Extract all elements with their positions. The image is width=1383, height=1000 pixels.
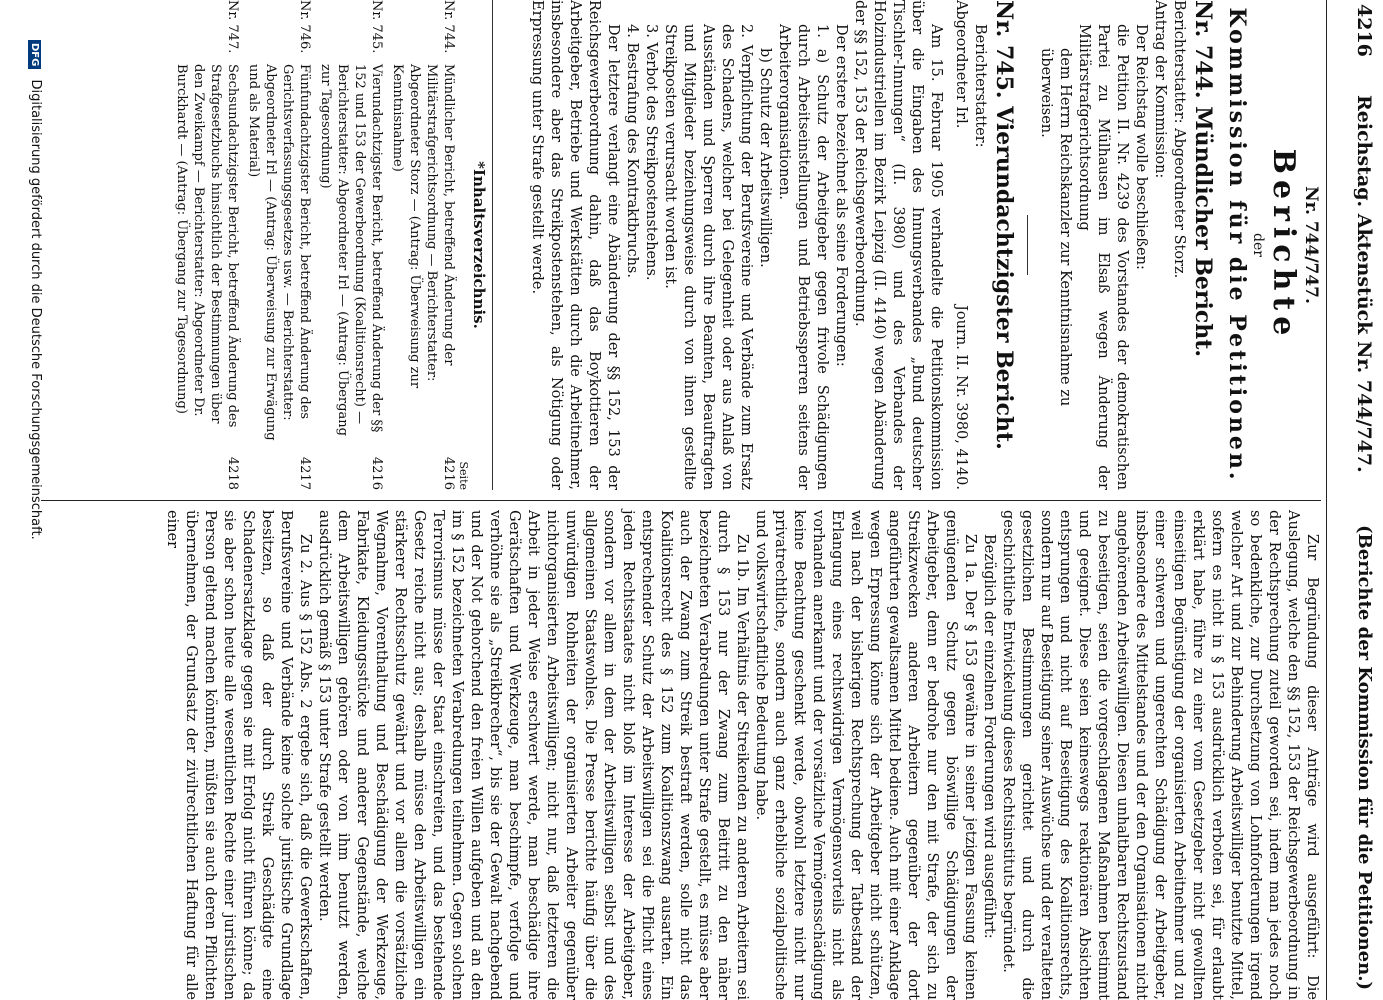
footer-text: Digitalisierung gefördert durch die Deutsche Forschungsgemeinschaft. [28, 79, 43, 540]
toc-row [245, 0, 313, 490]
report-745-item: 4. Bestrafung des Kontraktbruchs. [624, 24, 640, 278]
body-paragraph: Zu 2. Aus § 152 Abs. 2 ergebe sich, daß die Gewerkschaften, Berufsvereine und Verbände keine solche juristische Grundlage besitzen, so daß der durch Streik Geschädigte eine Schadenersatzklage gegen sie mit Erfolg nicht führen könne; da sie aber schon heute alle wesentlichen Rechte einer juristischen Person geltend machen könnten, müßten sie auch deren Pflichten übernehmen, der Grundsatz der zivilrechtlichen Haftung für alle einer [164, 510, 313, 1000]
toc-number: Nr. 746. [297, 0, 312, 54]
toc-text: Fünfundachtzigster Bericht, betreffend Änderung des Gerichtsverfassungsgesetzes usw. — Berichterstatter: Abgeordneter Irl — (Antrag: Überweisung zur Erwägung und als Material) [246, 64, 312, 441]
report-745-paragraph: Am 15. Februar 1905 verhandelte die Petitionskommission über die Eingaben des Innungsverbandes „Bund deutscher Tischler-Innungen“ (II. 3980) und des Verbandes der Holzindustriellen im Bezirk Leipzig (II. 4140) wegen Abänderung der §§ 152, 153 der Reichsgewerbeordnung. [852, 0, 944, 490]
toc-text: Vierundachtzigster Bericht, betreffend Änderung der §§ 152 und 153 der Gewerbeordnung (Koalitionsrecht) — Berichterstatter: Abgeordneter Irl — (Antrag: Übergang zur Tagesordnung) [318, 64, 384, 436]
toc-number: Nr. 744. [441, 0, 456, 54]
dfg-logo-icon: DFG [28, 40, 41, 69]
toc-text: Sechsundachtzigster Bericht, betreffend Änderung des Strafgesetzbuchs hinsichtlich der Bestimmungen über den Zweikampf — Berichterstatter: Abgeordneter Dr. Burckhardt — (Antrag: Übergang zur Tagesordnung) [174, 64, 240, 428]
page-header [1326, 0, 1383, 1000]
body-paragraph: Zur Begründung dieser Anträge wird ausgeführt: Die Auslegung, welche den §§ 152, 153 der Reichsgewerbeordnung in der Rechtsprechung zuteil geworden sei, indem man jedes noch so bedenkliche, zur Durchsetzung von Lohnforderungen irgend welcher Art und zur Behinderung Arbeitswilliger benutzte Mittel, sofern es nicht in § 153 ausdrücklich verboten sei, für erlaubt erklärt habe, führe zu einer vom Gesetzgeber nicht gewollten einseitigen Begünstigung der organisierten Arbeitnehmer und zu einer schweren und ungerechten Schädigung der Arbeitgeber, insbesondere des Mittelstandes und der den Organisationen nicht angehörenden Arbeitswilligen. Diesen unhaltbaren Rechtszustand zu beseitigen, seien die vorgeschlagenen Maßnahmen bestimmt und geeignet. Diese seien keineswegs reaktionären Absichten entsprungen und nicht auf Beseitigung des Koalitionsrechts, sondern nur auf Beseitigung seiner Auswüchse und der veralteten gesetzlichen Bestimmungen gerichtet und durch die geschichtliche Entwickelung dieses Rechtsinstituts begründet. [1000, 510, 1320, 1000]
body-paragraph: Bezüglich der einzelnen Forderungen wird ausgeführt: [981, 534, 997, 939]
running-head: Reichstag. Aktenstück Nr. 744/747. [1353, 95, 1375, 473]
page-number: 4216 [1353, 4, 1375, 57]
running-head-right: (Berichte der Kommission für die Petitionen.) [1354, 525, 1375, 990]
report-744-resolution: Der Reichstag wolle beschließen: [1133, 24, 1149, 270]
report-745-item: 3. Verbot des Streikpostenstehens. [643, 24, 659, 281]
document-title: Berichte [1266, 148, 1301, 342]
toc-row [389, 0, 457, 490]
report-745-rapporteur-label: Berichterstatter: [972, 24, 988, 148]
table-of-contents [173, 0, 493, 490]
report-745-heading: Nr. 745. Vierundachtzigster Bericht. [991, 0, 1017, 450]
report-745-rapporteur-row [951, 0, 970, 490]
body-paragraph: Zu 1a. Der § 153 gewähre in seiner jetzigen Fassung keinen genügenden Schutz gegen böswillige Schädigungen der Arbeitgeber, denn er bedrohe nur den mit Strafe, der sich zu Streikzwecken anderen Arbeitern gegenüber der dort angeführten gewaltsamen Mittel bediene. Auch mit einer Anklage wegen Erpressung könne sich der Arbeitgeber nicht schützen, weil nach der bisherigen Rechtsprechung der Tatbestand der Erlangung eines rechtswidrigen Vermögensvorteils nicht als vorhanden anerkannt und der vorsätzliche Vermögensschädigung keine Beachtung geschenkt werde, obwohl letztere nicht nur privatrechtliche, sondern auch ganz erhebliche sozialpolitische und volkswirtschaftliche Bedeutung habe. [753, 510, 978, 1000]
toc-page: 4216 [369, 456, 384, 490]
title-der: der [1250, 233, 1266, 257]
report-745-journal: Journ. II. Nr. 3980, 4140. [953, 305, 969, 490]
report-744-petition: die Petition II. Nr. 4239 des Vorstandes der demokratischen Partei zu Mülhausen im Elsaß wegen Änderung der Militärstrafgerichtsordnung [1076, 24, 1130, 490]
toc-title: *Inhaltsverzeichnis. [470, 161, 488, 329]
toc-number: Nr. 747. [225, 0, 240, 54]
report-745-item: 1. a) Schutz der Arbeitgeber gegen frivole Schädigungen durch Arbeitseinstellungen und Betriebssperren seitens der Arbeiterorganisationen. [776, 24, 830, 490]
toc-page: 4217 [297, 456, 312, 490]
report-744-rapporteur: Berichterstatter: Abgeordneter Storz. [1171, 0, 1187, 279]
toc-number: Nr. 745. [369, 0, 384, 54]
report-744-heading: Nr. 744. Mündlicher Bericht. [1190, 0, 1216, 358]
report-744-referral: dem Herrn Reichskanzler zur Kenntnisnahme zu überweisen. [1038, 48, 1073, 407]
column-rule [41, 500, 1321, 501]
report-number-range: Nr. 744/747. [1301, 186, 1321, 304]
report-745-item: 2. Verpflichtung der Berufsvereine und Verbände zum Ersatz des Schadens, welcher bei Gelegenheit oder aus Anlaß von Ausständen und Sperren durch ihre Beamten, Beauftragten und Mitglieder beziehungsweise durch von ihnen gestellte Streikposten verursacht worden ist. [662, 24, 754, 490]
toc-text: Mündlicher Bericht, betreffend Änderung der Militärstrafgerichtsordnung — Berichterstatter: Abgeordneter Storz — (Antrag: Überweisung zur Kenntnisnahme) [390, 64, 456, 389]
digitization-footer [28, 40, 43, 540]
body-paragraph: Zu 1b. Im Verhältnis der Streikenden zu anderen Arbeitern sei durch § 153 nur der Zwang zum Beitritt zu den näher bezeichneten Verabredungen unter Strafe gestellt, es müsse aber auch der Zwang zum Streik bestraft werden, solle nicht das Koalitionsrecht des § 152 zum Koalitionszwang ausarten. Ein entsprechender Schutz der Arbeitswilligen sei die Pflicht eines jeden Rechtsstaates nicht bloß im Interesse der Arbeitgeber, sondern vor allem in dem der Arbeitswilligen selbst und des allgemeinen Staatswohles. Die Presse berichte häufig über die unwürdigen Rohheiten der organisierten Arbeiter gegenüber nichtorganisierten Arbeitswilligen; nicht nur, daß letzteren die Arbeit in jeder Weise erschwert werde, man beschädige ihre Gerätschaften und Werkzeuge, man beschimpfe, verfolge und verhöhne sie als „Streikbrecher“, bis sie der Gewalt nachgebend und der Not gehorchend den freien Willen aufgeben und an den im § 152 bezeichneten Verabredungen teilnehmen. Gegen solchen Terrorismus müsse der Staat einschreiten, und das bestehende Gesetz reiche nicht aus; deshalb müsse den Arbeitswilligen ein stärkerer Rechtsschutz gewährt und vor allem die vorsätzliche Wegnahme, Vorenthaltung und Beschädigung der Werkzeuge, Fabrikate, Kleidungsstücke und anderer Gegenstände, welche dem Arbeitswilligen gehören oder von ihm benutzt werden, ausdrücklich gemäß § 153 unter Strafe gestellt werden. [316, 510, 750, 1000]
report-745-paragraph: Der erstere bezeichnet als seine Forderungen: [833, 24, 849, 367]
toc-page-header: Seite [457, 461, 470, 490]
report-745-rapporteur: Abgeordneter Irl. [953, 0, 969, 129]
report-745-paragraph: Der letztere verlangt eine Abänderung der §§ 152, 153 der Reichsgewerbeordnung dahin, daß das Boykottieren der Arbeitgeber, Betriebe und Werkstätten durch die Arbeitnehmer, insbesondere aber das Streikpostenstehen, als Nötigung oder Erpressung unter Strafe gestellt werde. [529, 0, 621, 490]
report-745-item: b) Schutz der Arbeitswilligen. [757, 48, 773, 268]
report-744-motion-label: Antrag der Kommission: [1152, 0, 1168, 179]
toc-row [317, 0, 385, 490]
toc-row [173, 0, 241, 490]
left-column [151, 0, 1321, 490]
toc-page: 4216 [441, 456, 456, 490]
toc-page: 4218 [225, 456, 240, 490]
section-divider [1027, 215, 1028, 275]
right-column [141, 510, 1321, 1000]
commission-title: Kommission für die Petitionen. [1224, 7, 1250, 483]
